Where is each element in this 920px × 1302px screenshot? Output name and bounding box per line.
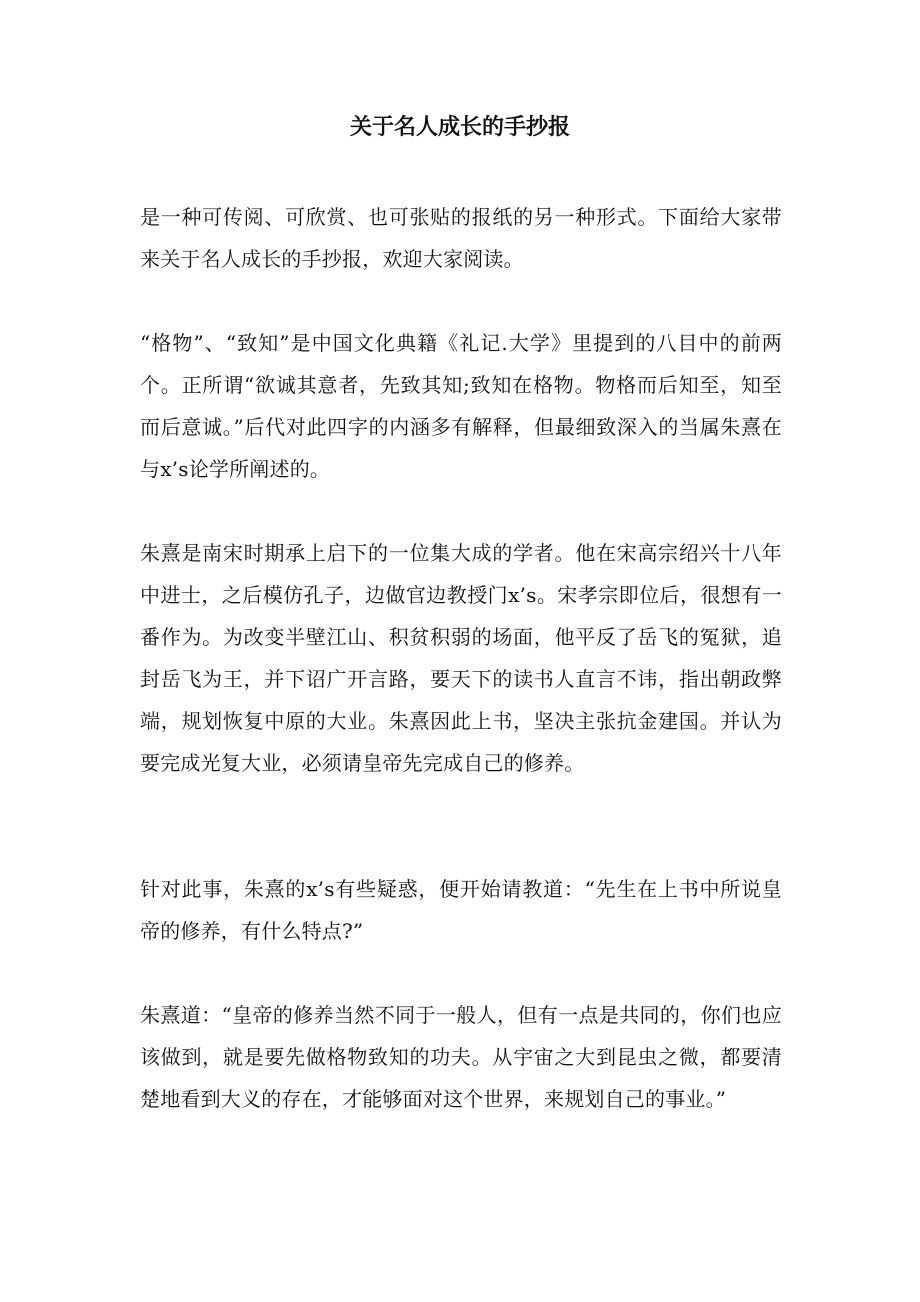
paragraph-zhuxi-answer: 朱熹道：“皇帝的修养当然不同于一般人，但有一点是共同的，你们也应该做到，就是要先做格物致知的功夫。从宇宙之大到昆虫之微，都要清楚地看到大义的存在，才能够面对这个世界，来规划自己的事业。” [140, 1003, 782, 1111]
paragraph-intro: 是一种可传阅、可欣赏、也可张贴的报纸的另一种形式。下面给大家带来关于名人成长的手抄报，欢迎大家阅读。 [140, 205, 782, 271]
document-title: 关于名人成长的手抄报 [349, 115, 570, 140]
paragraph-zhuxi-biography: 朱熹是南宋时期承上启下的一位集大成的学者。他在宋高宗绍兴十八年中进士，之后模仿孔子，边做官边教授门x’s。宋孝宗即位后，很想有一番作为。为改变半壁江山、积贫积弱的场面，他平反了岳飞的冤狱，追封岳飞为王，并下诏广开言路，要天下的读书人直言不讳，指出朝政弊端，规划恢复中原的大业。朱熹因此上书，坚决主张抗金建国。并认为要完成光复大业，必须请皇帝先完成自己的修养。 [140, 541, 782, 775]
paragraph-student-question: 针对此事，朱熹的x’s有些疑惑，便开始请教道：“先生在上书中所说皇帝的修养，有什么特点?” [140, 877, 782, 943]
paragraph-gewu-zhizhi: “格物”、“致知”是中国文化典籍《礼记.大学》里提到的八目中的前两个。正所谓“欲诚其意者，先致其知;致知在格物。物格而后知至，知至而后意诚。”后代对此四字的内涵多有解释，但最细致深入的当属朱熹在与x’s论学所阐述的。 [140, 331, 782, 481]
